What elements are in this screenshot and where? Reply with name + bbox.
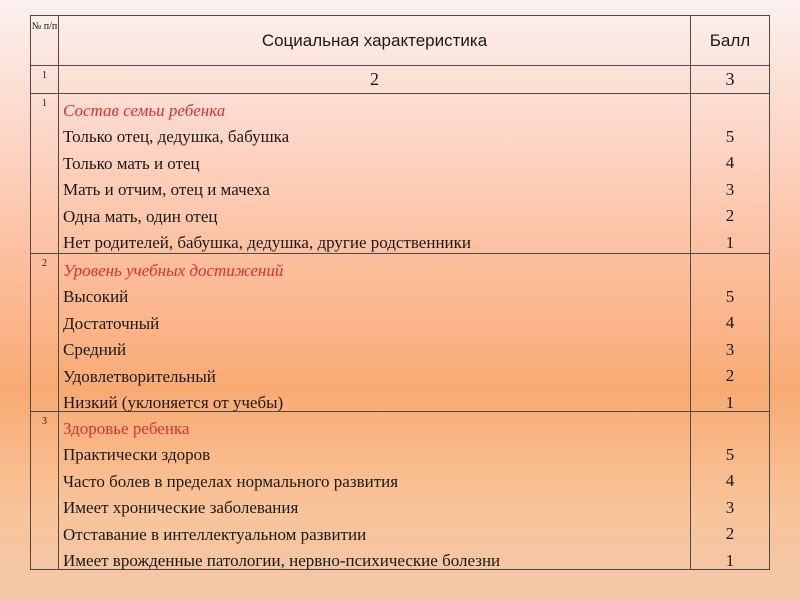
score-value: 4 — [725, 313, 735, 333]
section-scores — [691, 94, 769, 253]
section-item: Практически здоров — [63, 445, 211, 465]
column-index-2: 2 — [59, 66, 691, 93]
score-value: 5 — [725, 445, 735, 464]
header-score-cell: Балл — [709, 30, 751, 50]
column-index-3: 3 — [725, 69, 735, 89]
section-scores — [691, 254, 769, 411]
section-item: Мать и отчим, отец и мачеха — [63, 180, 270, 200]
table-header-row — [31, 16, 769, 66]
section-item: Часто болев в пределах нормального развития — [63, 471, 399, 491]
section-title: Состав семьи ребенка — [63, 101, 226, 120]
section-item: Отставание в интеллектуальном развитии — [63, 524, 367, 544]
score-value: 5 — [725, 287, 735, 306]
section-item: Только отец, дедушка, бабушка — [63, 127, 290, 147]
section-item: Нет родителей, бабушка, дедушка, другие родственники — [63, 233, 471, 253]
section-item: Имеет хронические заболевания — [63, 498, 299, 518]
column-index-row — [31, 66, 769, 94]
score-value: 5 — [725, 127, 735, 146]
section-item: Имеет врожденные патологии, нервно-психические болезни — [63, 551, 501, 571]
score-value: 3 — [725, 497, 735, 517]
section-row — [31, 412, 769, 569]
score-value: 2 — [725, 206, 735, 226]
score-value: 4 — [725, 471, 735, 491]
score-value: 4 — [725, 153, 735, 173]
section-item: Только мать и отец — [63, 153, 200, 173]
section-title: Здоровье ребенка — [63, 419, 190, 438]
section-number: 3 — [31, 412, 59, 569]
section-row — [31, 94, 769, 254]
score-value: 1 — [725, 392, 735, 412]
score-value: 1 — [725, 550, 735, 570]
score-value: 2 — [725, 366, 735, 386]
section-number: 2 — [31, 254, 59, 411]
score-value: 1 — [725, 232, 735, 252]
section-item: Высокий — [63, 287, 129, 307]
section-number: 1 — [31, 94, 59, 253]
section-item: Одна мать, один отец — [63, 206, 218, 226]
score-value: 3 — [725, 339, 735, 359]
section-row — [31, 254, 769, 412]
score-value: 3 — [725, 179, 735, 199]
section-title: Уровень учебных достижений — [63, 261, 284, 280]
section-item: Низкий (уклоняется от учебы) — [63, 393, 284, 413]
section-content — [59, 94, 691, 253]
section-content — [59, 412, 691, 569]
section-item: Удовлетворительный — [63, 366, 216, 386]
score-value: 2 — [725, 524, 735, 544]
section-item: Средний — [63, 340, 127, 360]
header-title-cell: Социальная характеристика — [59, 16, 691, 65]
header-number-cell: № п/п — [31, 16, 59, 65]
section-item: Достаточный — [63, 313, 160, 333]
social-characteristics-table — [30, 15, 770, 570]
column-index-1: 1 — [31, 66, 59, 93]
section-scores — [691, 412, 769, 569]
section-content — [59, 254, 691, 411]
